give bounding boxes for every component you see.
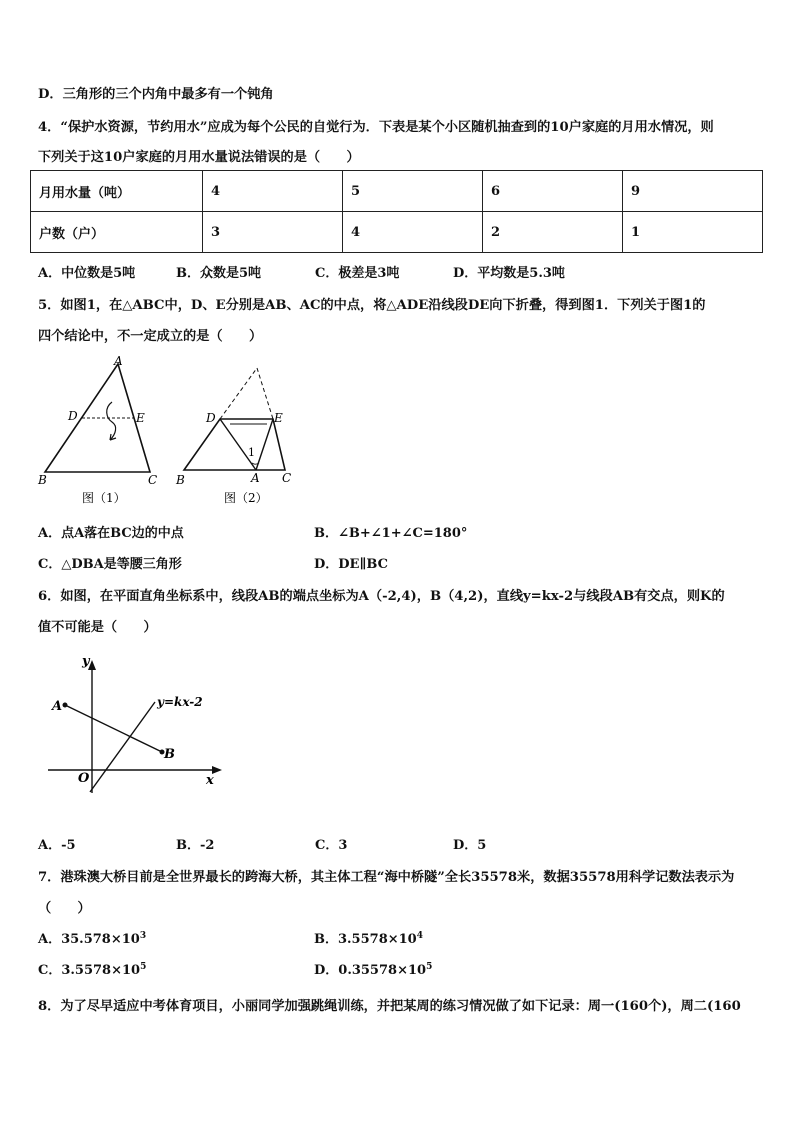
q7-option-a: A．$35.578\times 10^3$ [38, 931, 147, 947]
table-cell: 4 [203, 171, 343, 212]
figure-caption: 图（1） [82, 491, 126, 505]
dashed-ad [220, 368, 257, 419]
table-row [31, 212, 763, 253]
q5-option-a: A．点A落在BC边的中点 [38, 526, 184, 541]
table-cell: 5 [343, 171, 483, 212]
q6-stem-line1: 6．如图，在平面直角坐标系中，线段AB的端点坐标为A（-2,4)，B（4,2)，直线y=kx-2与线段AB有交点，则K的 [38, 589, 725, 604]
label-a: A [114, 354, 123, 368]
q5-figure-2 [170, 352, 310, 510]
q4-option-d: D．平均数是5.3吨 [453, 266, 565, 281]
q4-stem-line2: 下列关于这10户家庭的月用水量说法错误的是（ ） [38, 150, 360, 165]
line-y-kx-2 [90, 702, 155, 792]
label-a: A [251, 471, 260, 485]
line-label: y=kx-2 [157, 695, 203, 709]
x-axis-label: x [206, 773, 214, 788]
label-d: D [206, 411, 216, 425]
q7-option-c: C．$3.5578\times 10^5$ [38, 962, 147, 978]
y-axis-label: y [82, 654, 90, 669]
q5-stem-line1: 5．如图1，在△ABC中，D、E分别是AB、AC的中点，将△ADE沿线段DE向下折叠，得到图1．下列关于图1的 [38, 298, 706, 313]
q6-option-b: B．-2 [176, 838, 215, 853]
q5-option-d: D．DE∥BC [314, 557, 388, 572]
table-row [31, 171, 763, 212]
table-cell: 3 [203, 212, 343, 253]
water-usage-table [30, 170, 763, 253]
table-row-header: 月用水量（吨） [31, 171, 203, 212]
q6-option-d: D．5 [453, 838, 487, 853]
label-d: D [68, 409, 78, 423]
q6-coordinate-graph [40, 648, 230, 798]
segment-ea [256, 419, 273, 470]
q5-option-c: C．△DBA是等腰三角形 [38, 557, 182, 572]
label-b: B [38, 473, 47, 487]
q4-option-b: B．众数是5吨 [176, 266, 262, 281]
label-c: C [282, 471, 292, 485]
q5-stem-line2: 四个结论中，不一定成立的是（ ） [38, 329, 263, 344]
figure-caption: 图（2） [224, 491, 268, 505]
table-cell: 4 [343, 212, 483, 253]
q5-option-b: B．∠B+∠1+∠C=180° [314, 526, 468, 541]
origin-label: O [78, 771, 90, 786]
table-row-header: 户数（户） [31, 212, 203, 253]
point-a [63, 703, 68, 708]
q4-option-a: A．中位数是5吨 [38, 266, 136, 281]
q5-figure-1 [30, 352, 170, 510]
q4-option-c: C．极差是3吨 [315, 266, 400, 281]
angle-1-arc [252, 463, 259, 464]
label-a: A [52, 699, 63, 714]
label-b: B [176, 473, 185, 487]
label-e: E [274, 411, 283, 425]
q6-option-c: C．3 [315, 838, 348, 853]
segment-da [220, 419, 256, 470]
dashed-ae [257, 368, 273, 419]
q7-option-b: B．$3.5578\times 10^4$ [314, 931, 423, 947]
table-cell: 9 [623, 171, 763, 212]
q4-stem-line1: 4．“保护水资源，节约用水”应成为每个公民的自觉行为．下表是某个小区随机抽查到的10户家庭的月用水情况，则 [38, 120, 714, 135]
q7-stem-line2: （ ） [38, 901, 91, 916]
label-c: C [148, 473, 158, 487]
label-e: E [136, 411, 145, 425]
table-cell: 1 [623, 212, 763, 253]
angle-1-label: 1 [248, 446, 255, 459]
q7-option-d: D．$0.35578\times 10^5$ [314, 962, 433, 978]
q6-stem-line2: 值不可能是（ ） [38, 620, 157, 635]
table-cell: 2 [483, 212, 623, 253]
label-b: B [164, 747, 175, 762]
q3-option-d: D．三角形的三个内角中最多有一个钝角 [38, 87, 274, 102]
table-cell: 6 [483, 171, 623, 212]
q7-stem-line1: 7．港珠澳大桥目前是全世界最长的跨海大桥，其主体工程“海中桥隧”全长35578米，数据35578用科学记数法表示为 [38, 870, 735, 885]
q8-stem-line1: 8．为了尽早适应中考体育项目，小丽同学加强跳绳训练，并把某周的练习情况做了如下记录：周一(160个)，周二(160 [38, 999, 741, 1014]
q6-option-a: A．-5 [38, 838, 76, 853]
